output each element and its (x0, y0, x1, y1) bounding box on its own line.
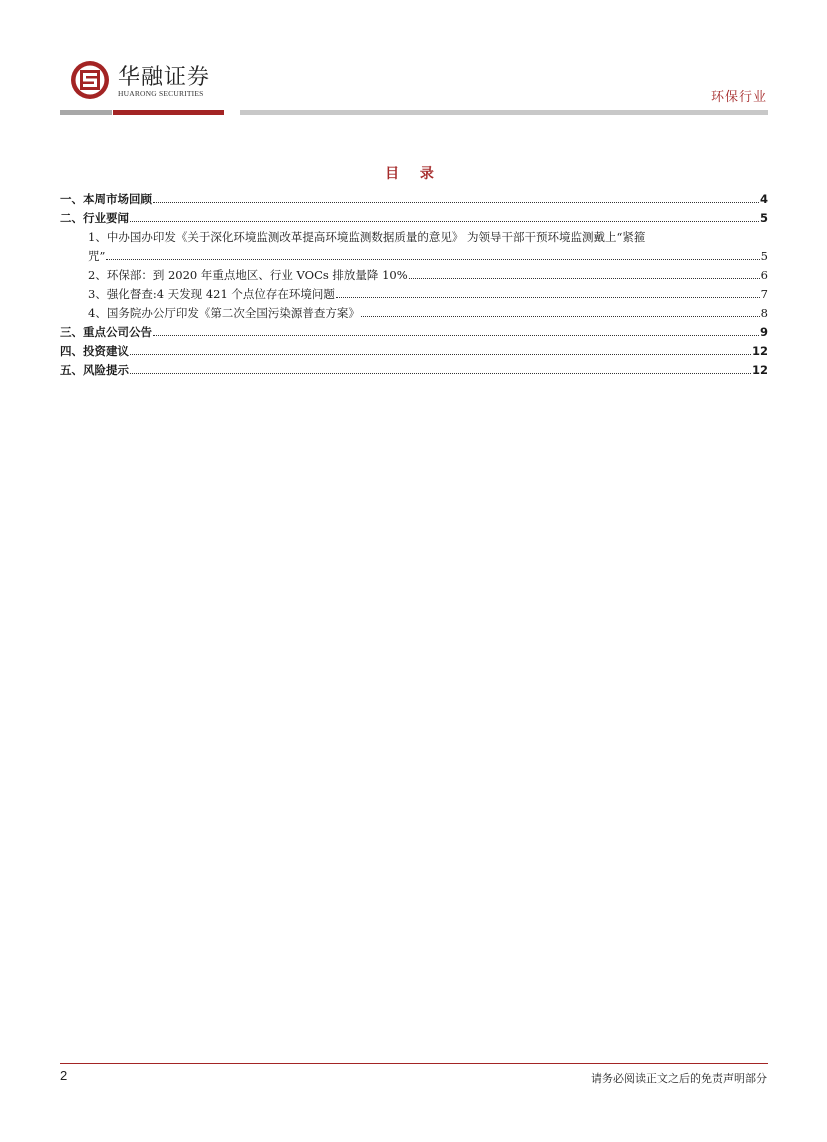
logo-chinese-name: 华融证券 (118, 65, 211, 90)
header-bar-gray-left (60, 110, 112, 115)
toc-entry[interactable] (60, 340, 768, 359)
toc-entry[interactable] (60, 321, 768, 340)
header-bar-gray-right (240, 110, 768, 115)
toc-entry[interactable] (60, 226, 768, 245)
toc-entry-page: 5 (759, 211, 768, 225)
toc-leader-dots (130, 354, 751, 355)
toc-entry-continuation[interactable] (60, 245, 768, 264)
toc-leader-dots (409, 278, 760, 279)
toc-leader-dots (130, 221, 759, 222)
toc-leader-dots (130, 373, 751, 374)
toc-leader-dots (153, 202, 759, 203)
toc-title: 目 录 (385, 166, 442, 182)
toc-entry-page: 12 (751, 344, 768, 358)
disclaimer-note: 请务必阅读正文之后的免责声明部分 (591, 1072, 767, 1085)
toc-leader-dots (336, 297, 760, 298)
toc-entry-page: 5 (760, 249, 768, 263)
toc-entry-page: 6 (760, 268, 768, 282)
page-number: 2 (60, 1068, 68, 1083)
logo-english-name: HUARONG SECURITIES (118, 89, 204, 98)
header-bar-red (113, 110, 224, 115)
toc-leader-dots (361, 316, 760, 317)
toc-entry-text: 二、行业要闻 (60, 211, 129, 225)
toc-entry-text: 1、中办国办印发《关于深化环境监测改革提高环境监测数据质量的意见》 为领导干部干预环境监测戴上“紧箍 (88, 230, 646, 244)
toc-entry-page: 8 (760, 306, 768, 320)
toc-entry[interactable] (60, 302, 768, 321)
toc-entry[interactable] (60, 359, 768, 378)
huarong-logo-icon (70, 60, 110, 100)
toc-entry-page: 12 (751, 363, 768, 377)
toc-entry[interactable] (60, 207, 768, 226)
toc-entry-text: 三、重点公司公告 (60, 325, 152, 339)
toc-entry-page: 7 (760, 287, 768, 301)
table-of-contents (60, 188, 768, 378)
toc-entry[interactable] (60, 283, 768, 302)
toc-entry[interactable] (60, 264, 768, 283)
toc-entry-text: 一、本周市场回顾 (60, 192, 152, 206)
toc-leader-dots (106, 259, 759, 260)
toc-entry-page: 4 (759, 192, 768, 206)
toc-entry-text: 四、投资建议 (60, 344, 129, 358)
toc-leader-dots (153, 335, 759, 336)
toc-entry-text: 咒” (88, 249, 106, 263)
industry-label: 环保行业 (710, 90, 767, 105)
toc-entry-text: 五、风险提示 (60, 363, 129, 377)
toc-entry-text: 4、国务院办公厅印发《第二次全国污染源普查方案》 (88, 306, 360, 320)
company-logo (70, 60, 230, 104)
toc-entry-text: 3、强化督查:4 天发现 421 个点位存在环境问题 (88, 287, 335, 301)
toc-entry-page: 9 (759, 325, 768, 339)
footer-rule (60, 1063, 768, 1064)
toc-entry-text: 2、环保部：到 2020 年重点地区、行业 VOCs 排放量降 10% (88, 268, 408, 282)
toc-entry[interactable] (60, 188, 768, 207)
